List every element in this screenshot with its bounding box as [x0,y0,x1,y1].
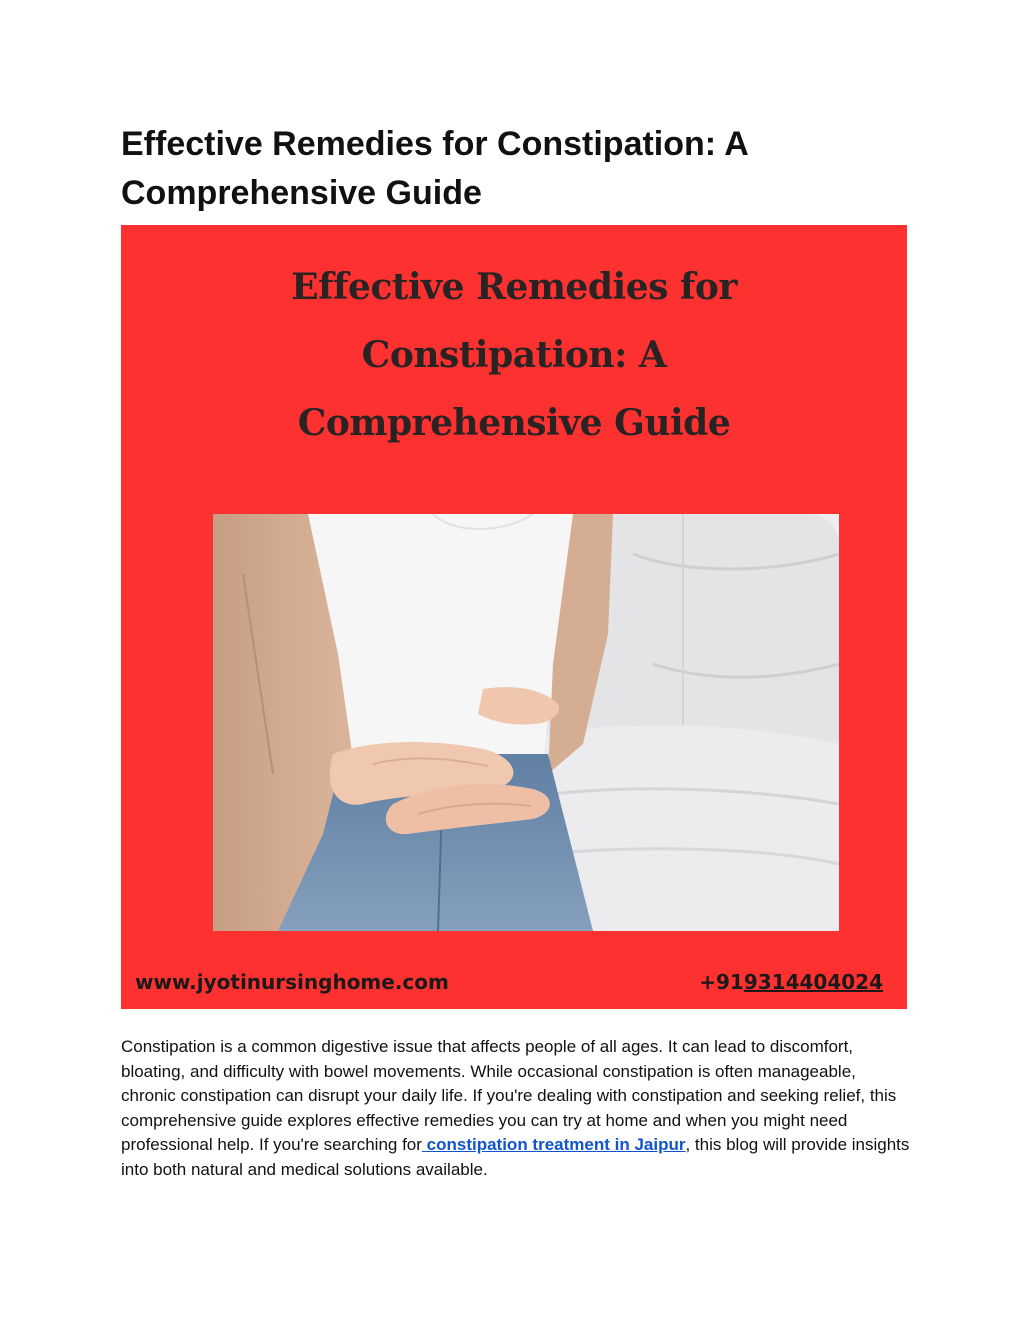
banner-title [121,253,907,457]
intro-text-before-link: Constipation is a common digestive issue that affects people of all ages. It can lead to discomfort, bloating, and difficulty with bowel movements. While occasional constipation is often manageable, chronic constipation can disrupt your daily life. If you're dealing with constipation and seeking relief, this comprehensive guide explores effective remedies you can try at home and when you might need professional help. If you're searching for [121,1037,897,1154]
banner-phone [699,970,883,994]
banner-title-line-2: Constipation: A [361,334,667,376]
intro-text-after-link: , this blog will provide insights into both natural and medical solutions available. [121,1135,910,1179]
intro-paragraph [121,1035,911,1182]
banner-title-line-3: Comprehensive Guide [297,402,731,444]
banner-website: www.jyotinursinghome.com [135,970,449,994]
woman-holding-stomach-photo [213,514,839,931]
constipation-treatment-link[interactable]: constipation treatment in Jaipur [421,1135,686,1154]
phone-number: 9314404024 [743,970,883,994]
banner-title-line-1: Effective Remedies for [291,266,737,308]
hero-banner-image [121,225,907,1009]
phone-prefix: +91 [699,970,744,994]
page-title: Effective Remedies for Constipation: A Comprehensive Guide [121,125,748,212]
